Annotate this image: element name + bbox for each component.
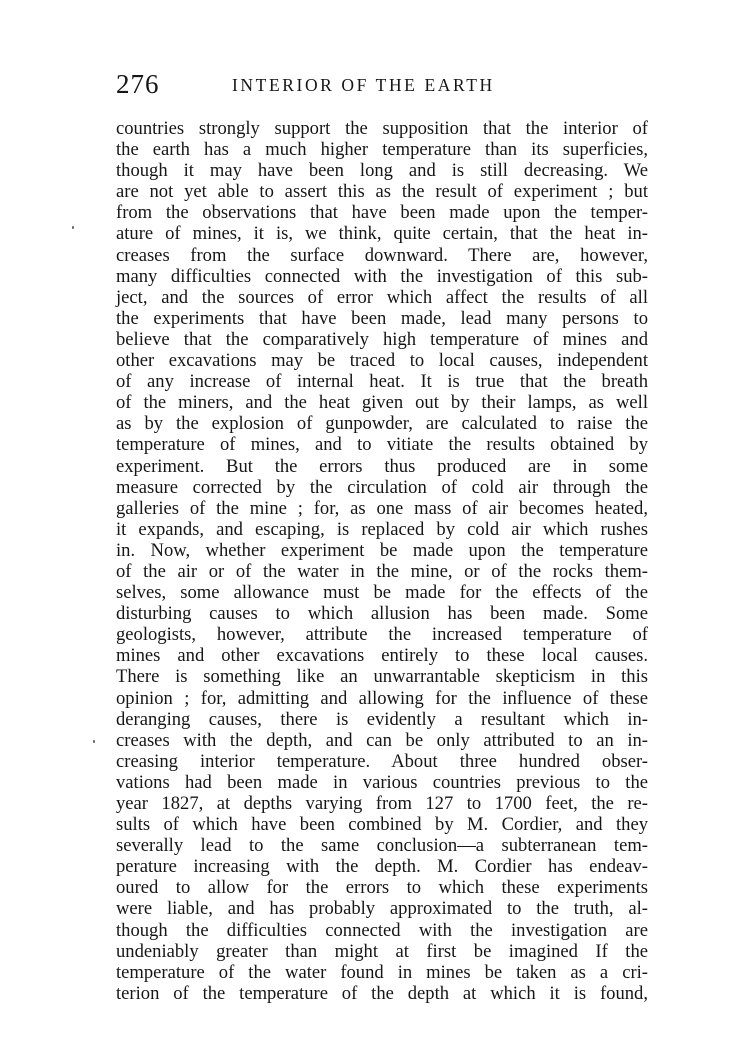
- text-line: countries strongly support the supposition that the interior of: [116, 118, 648, 139]
- text-line: disturbing causes to which allusion has been made. Some: [116, 603, 648, 625]
- body-text: [116, 118, 648, 1004]
- text-line: creasing interior temperature. About three hundred obser-: [116, 750, 648, 772]
- text-line: are not yet able to assert this as the result of experiment ; but: [116, 181, 648, 203]
- print-speck: [93, 740, 95, 743]
- running-title: INTERIOR OF THE EARTH: [232, 75, 495, 95]
- text-line: temperature of the water found in mines be taken as a cri-: [116, 961, 648, 983]
- text-line: ject, and the sources of error which affect the results of all: [116, 286, 648, 308]
- text-line: ature of mines, it is, we think, quite certain, that the heat in-: [116, 223, 648, 245]
- text-line: deranging causes, there is evidently a resultant which in-: [116, 708, 648, 730]
- text-line: perature increasing with the depth. M. Cordier has endeav-: [116, 856, 648, 878]
- text-line: believe that the comparatively high temperature of mines and: [116, 328, 648, 350]
- text-line: the experiments that have been made, lead many persons to: [116, 307, 648, 329]
- running-head: [116, 66, 656, 106]
- text-line: terion of the temperature of the depth at which it is found,: [116, 982, 648, 1004]
- text-line: it expands, and escaping, is replaced by cold air which rushes: [116, 518, 648, 540]
- text-line: severally lead to the same conclusion—a subterranean tem-: [116, 835, 648, 857]
- text-line: the earth has a much higher temperature than its superficies,: [116, 139, 648, 161]
- text-line: measure corrected by the circulation of cold air through the: [116, 476, 648, 498]
- text-line: vations had been made in various countries previous to the: [116, 771, 648, 793]
- page-number: 276: [116, 69, 160, 99]
- text-line: from the observations that have been made upon the temper-: [116, 202, 648, 224]
- text-line: year 1827, at depths varying from 127 to 1700 feet, the re-: [116, 793, 648, 814]
- text-line: in. Now, whether experiment be made upon the temperature: [116, 539, 648, 561]
- text-line: galleries of the mine ; for, as one mass of air becomes heated,: [116, 497, 648, 519]
- text-line: other excavations may be traced to local causes, independent: [116, 350, 648, 372]
- text-line: experiment. But the errors thus produced are in some: [116, 455, 648, 477]
- text-line: mines and other excavations entirely to these local causes.: [116, 645, 648, 667]
- text-line: sults of which have been combined by M. Cordier, and they: [116, 814, 648, 836]
- text-line: selves, some allowance must be made for the effects of the: [116, 582, 648, 604]
- text-line: as by the explosion of gunpowder, are calculated to raise the: [116, 413, 648, 435]
- text-line: were liable, and has probably approximated to the truth, al-: [116, 898, 648, 920]
- print-speck: [72, 226, 74, 229]
- text-line: of the air or of the water in the mine, or of the rocks them-: [116, 560, 648, 582]
- text-line: undeniably greater than might at first be imagined If the: [116, 940, 648, 962]
- text-line: creases from the surface downward. There are, however,: [116, 244, 648, 266]
- text-line: oured to allow for the errors to which these experiments: [116, 877, 648, 899]
- text-line: of any increase of internal heat. It is true that the breath: [116, 371, 648, 393]
- text-line: geologists, however, attribute the increased temperature of: [116, 624, 648, 646]
- text-line: temperature of mines, and to vitiate the results obtained by: [116, 434, 648, 456]
- text-line: of the miners, and the heat given out by their lamps, as well: [116, 392, 648, 414]
- text-line: many difficulties connected with the investigation of this sub-: [116, 265, 648, 287]
- text-line: creases with the depth, and can be only attributed to an in-: [116, 729, 648, 751]
- text-line: though it may have been long and is still decreasing. We: [116, 160, 648, 182]
- text-line: opinion ; for, admitting and allowing for the influence of these: [116, 687, 648, 709]
- text-line: There is something like an unwarrantable skepticism in this: [116, 666, 648, 688]
- text-line: though the difficulties connected with the investigation are: [116, 919, 648, 941]
